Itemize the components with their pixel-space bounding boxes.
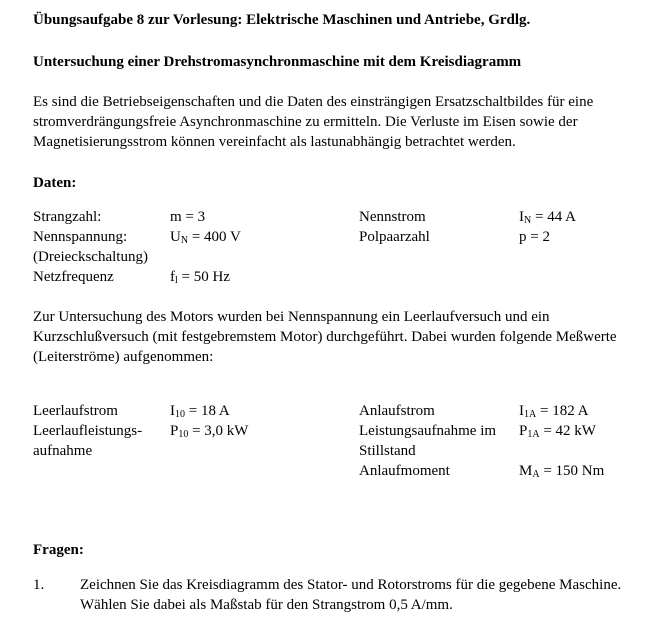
leistung-stillstand-label-line1: Leistungsaufnahme im <box>359 423 497 439</box>
polpaarzahl-label: Polpaarzahl <box>359 229 430 245</box>
anlaufmoment-value: $M_A = 150$ Nm <box>519 463 605 480</box>
versuch-paragraph: Zur Untersuchung des Motors wurden bei Nennspannung ein Leerlaufversuch und ein Kurzschlußversuch (mit festgebremstem Motor) durchgeführt. Dabei wurden folgende Meßwerte (Leiterströme) aufgenommen: <box>33 309 617 365</box>
frage-text-line2: Wählen Sie dabei als Maßstab für den Strangstrom 0,5 A/mm. <box>80 597 453 613</box>
dreieckschaltung-label: (Dreieckschaltung) <box>33 249 148 265</box>
nennstrom-value: $I_N = 44$ A <box>519 209 576 226</box>
leerlaufstrom-label: Leerlaufstrom <box>33 403 118 419</box>
leerlaufleistung-label-line2: aufnahme <box>33 443 93 459</box>
nennstrom-label: Nennstrom <box>359 209 426 225</box>
nennspannung-label: Nennspannung: <box>33 229 128 245</box>
nennspannung-value: $U_N = 400$ V <box>170 229 241 246</box>
anlaufstrom-value: $I_{1A} = 182$ A <box>519 403 589 420</box>
anlaufstrom-label: Anlaufstrom <box>359 403 435 419</box>
netzfrequenz-value: $f_l = 50$ Hz <box>170 269 230 286</box>
fragen-heading: Fragen: <box>33 542 84 558</box>
leerlaufleistung-label-line1: Leerlaufleistungs- <box>33 423 143 439</box>
strangzahl-value: m = 3 <box>170 209 206 225</box>
netzfrequenz-label: Netzfrequenz <box>33 269 114 285</box>
leistung-stillstand-value: $P_{1A} = 42$ kW <box>519 423 596 440</box>
frage-text-line1: Zeichnen Sie das Kreisdiagramm des Stator- und Rotorstroms für die gegebene Maschine. <box>80 577 622 593</box>
strangzahl-label: Strangzahl: <box>33 209 102 225</box>
anlaufmoment-label: Anlaufmoment <box>359 463 450 479</box>
leistung-stillstand-label-line2: Stillstand <box>359 443 416 459</box>
intro-paragraph: Es sind die Betriebseigenschaften und die Daten des einsträngigen Ersatzschaltbildes für eine stromverdrängungsfreie Asynchronmaschine zu ermitteln. Die Verluste im Eisen sowie der Magnetisierungsstrom können vereinfacht als lastunabhängig betrachtet werden. <box>33 94 594 150</box>
frage-number: 1. <box>33 577 45 593</box>
document-subtitle: Untersuchung einer Drehstromasynchronmaschine mit dem Kreisdiagramm <box>33 54 522 70</box>
document-title: Übungsaufgabe 8 zur Vorlesung: Elektrische Maschinen und Antriebe, Grdlg. <box>33 12 531 28</box>
daten-heading: Daten: <box>33 175 77 191</box>
polpaarzahl-value: p = 2 <box>519 229 550 245</box>
leerlaufleistung-value: $P_{10} = 3,0$ kW <box>170 423 249 440</box>
leerlaufstrom-value: $I_{10} = 18$ A <box>170 403 230 420</box>
